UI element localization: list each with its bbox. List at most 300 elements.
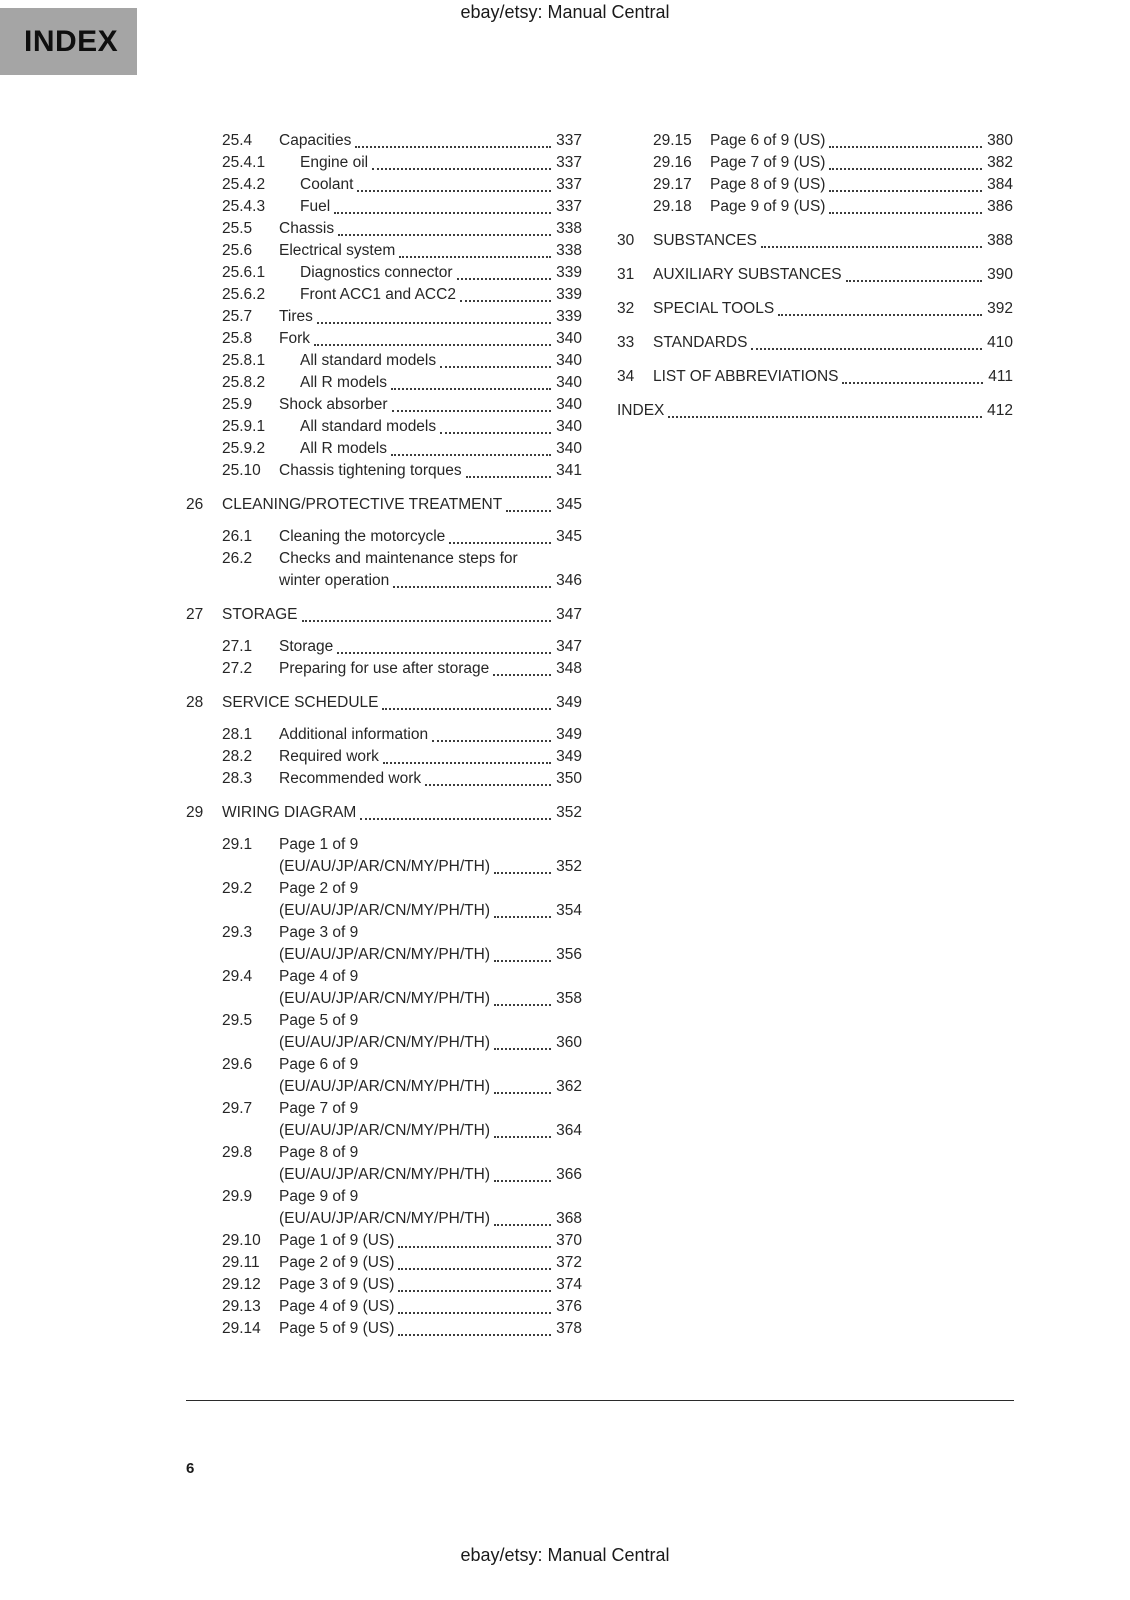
toc-entry-line [279, 306, 582, 328]
toc-column-left [186, 130, 582, 1340]
toc-entry-title: Page 1 of 9 (US) [279, 1232, 395, 1249]
dot-leader [398, 1290, 551, 1292]
toc-entry-number: 25.8.1 [222, 352, 266, 369]
toc-entry-body [279, 372, 582, 394]
toc-entry-line [279, 1164, 582, 1186]
page-number: 6 [186, 1460, 195, 1477]
toc-entry-body [279, 350, 582, 372]
toc-entry-line [279, 218, 582, 240]
toc-entry-line [300, 152, 582, 174]
toc-entry-page: 340 [556, 418, 582, 435]
dot-leader [668, 416, 982, 418]
toc-entry [186, 1296, 582, 1318]
toc-entry-line [279, 1318, 582, 1340]
toc-entry-number: 25.6.1 [222, 264, 266, 281]
toc-entry-title: Required work [279, 748, 379, 765]
toc-entry-title: Fuel [300, 198, 331, 215]
toc-entry-number: 29.11 [222, 1254, 260, 1271]
toc-entry-line [279, 570, 582, 592]
toc-entry [617, 332, 1013, 354]
toc-entry-page: 370 [556, 1232, 582, 1249]
toc-column-right [617, 130, 1013, 432]
toc-entry-line: Page 5 of 9 [279, 1012, 359, 1029]
dot-leader [460, 300, 551, 302]
toc-entry-line [653, 366, 1013, 388]
toc-entry-number: 27.1 [222, 638, 253, 655]
toc-entry-line [279, 988, 582, 1010]
toc-entry [186, 526, 582, 548]
toc-entry-number: 28 [186, 694, 204, 711]
toc-entry-body [279, 834, 582, 878]
toc-entry-body [279, 1274, 582, 1296]
toc-entry-body [279, 878, 582, 922]
toc-entry-number: 29.16 [653, 154, 692, 171]
dot-leader [398, 1312, 551, 1314]
toc-entry-title: Recommended work [279, 770, 422, 787]
toc-entry-title: WIRING DIAGRAM [222, 804, 357, 821]
toc-entry [617, 130, 1013, 152]
toc-entry [186, 284, 582, 306]
toc-entry-line: Page 9 of 9 [279, 1188, 359, 1205]
toc-entry-number: 29.4 [222, 968, 253, 985]
toc-entry-body [710, 130, 1013, 152]
toc-entry-title: Front ACC1 and ACC2 [300, 286, 456, 303]
toc-entry-number: 25.9.2 [222, 440, 266, 457]
dot-leader [761, 246, 982, 248]
toc-entry-body [222, 802, 582, 824]
toc-entry-line [710, 152, 1013, 174]
toc-entry [186, 240, 582, 262]
toc-entry-page: 340 [556, 440, 582, 457]
toc-entry-body [653, 332, 1013, 354]
dot-leader [829, 146, 982, 148]
toc-entry-page: 340 [556, 374, 582, 391]
toc-entry-line: Page 3 of 9 [279, 924, 359, 941]
dot-leader [494, 1180, 551, 1182]
dot-leader [842, 382, 983, 384]
toc-entry-title: Chassis [279, 220, 335, 237]
toc-entry-page: 346 [556, 572, 582, 589]
toc-entry-title: Diagnostics connector [300, 264, 453, 281]
toc-entry-number: 29.13 [222, 1298, 261, 1315]
toc-entry-body [279, 1054, 582, 1098]
toc-entry [186, 724, 582, 746]
toc-entry-line [279, 1208, 582, 1230]
toc-entry-line [279, 658, 582, 680]
toc-entry-number: 29.15 [653, 132, 692, 149]
toc-entry-title: CLEANING/PROTECTIVE TREATMENT [222, 496, 503, 513]
dot-leader [449, 542, 551, 544]
toc-entry-title: (EU/AU/JP/AR/CN/MY/PH/TH) [279, 1078, 490, 1095]
toc-entry-body [279, 922, 582, 966]
toc-entry-number: 27 [186, 606, 204, 623]
toc-entry-number: 25.5 [222, 220, 253, 237]
toc-entry-body [279, 1098, 582, 1142]
toc-entry-number: 25.9.1 [222, 418, 266, 435]
toc-entry-title: (EU/AU/JP/AR/CN/MY/PH/TH) [279, 990, 490, 1007]
toc-entry-page: 349 [556, 748, 582, 765]
toc-entry-number: 34 [617, 368, 635, 385]
toc-entry-page: 339 [556, 286, 582, 303]
toc-entry-page: 358 [556, 990, 582, 1007]
toc-entry-body [653, 230, 1013, 252]
dot-leader [317, 322, 551, 324]
dot-leader [399, 256, 551, 258]
dot-leader [751, 348, 982, 350]
toc-entry-title: SPECIAL TOOLS [653, 300, 775, 317]
toc-entry-line [279, 240, 582, 262]
dot-leader [494, 872, 551, 874]
toc-entry [186, 494, 582, 516]
toc-entry-body [279, 526, 582, 548]
toc-entry-number: 33 [617, 334, 635, 351]
toc-entry-number: 26.1 [222, 528, 253, 545]
dot-leader [360, 818, 551, 820]
toc-entry [617, 196, 1013, 218]
toc-entry-line [279, 900, 582, 922]
toc-entry-line [710, 130, 1013, 152]
toc-entry-number: 25.8.2 [222, 374, 266, 391]
toc-entry-line [279, 768, 582, 790]
toc-entry [186, 372, 582, 394]
toc-entry-body [710, 196, 1013, 218]
toc-entry-page: 341 [556, 462, 582, 479]
toc-entry-line [279, 856, 582, 878]
dot-leader [391, 454, 551, 456]
toc-entry-line [710, 196, 1013, 218]
dot-leader [494, 1004, 551, 1006]
toc-entry-page: 372 [556, 1254, 582, 1271]
toc-entry-body [222, 494, 582, 516]
toc-entry-page: 382 [987, 154, 1013, 171]
dot-leader [457, 278, 552, 280]
toc-entry-line [279, 394, 582, 416]
toc-entry-page: 364 [556, 1122, 582, 1139]
toc-entry-page: 374 [556, 1276, 582, 1293]
toc-entry-title: Tires [279, 308, 313, 325]
dot-leader [393, 586, 551, 588]
toc-entry-line: Page 4 of 9 [279, 968, 359, 985]
toc-entry [617, 264, 1013, 286]
dot-leader [493, 674, 551, 676]
toc-entry-body [279, 636, 582, 658]
toc-entry-title: Capacities [279, 132, 352, 149]
toc-entry-body [279, 174, 582, 196]
toc-entry-line [300, 284, 582, 306]
toc-entry-body [279, 1252, 582, 1274]
toc-entry-page: 352 [556, 804, 582, 821]
toc-entry-number: 31 [617, 266, 635, 283]
toc-entry-number: 26.2 [222, 550, 253, 567]
toc-entry-page: 339 [556, 264, 582, 281]
toc-entry [186, 1186, 582, 1230]
toc-entry [186, 548, 582, 592]
toc-entry-line [279, 1296, 582, 1318]
toc-entry-title: SUBSTANCES [653, 232, 757, 249]
toc-entry-line [279, 328, 582, 350]
toc-entry [617, 366, 1013, 388]
toc-entry-number: 25.4.2 [222, 176, 266, 193]
toc-entry-line [279, 130, 582, 152]
toc-entry-body [279, 1230, 582, 1252]
toc-entry [186, 636, 582, 658]
toc-entry-title: Electrical system [279, 242, 396, 259]
toc-entry-body [279, 724, 582, 746]
toc-entry-title: All R models [300, 440, 387, 457]
toc-entry-line [300, 372, 582, 394]
toc-entry-page: 352 [556, 858, 582, 875]
toc-entry [186, 922, 582, 966]
toc-entry [186, 328, 582, 350]
toc-entry-body [279, 438, 582, 460]
toc-entry-line [279, 526, 582, 548]
toc-entry-line [300, 350, 582, 372]
toc-entry-body [222, 604, 582, 626]
toc-entry [186, 174, 582, 196]
dot-leader [337, 652, 551, 654]
toc-entry-body [279, 1142, 582, 1186]
toc-entry-number: 25.8 [222, 330, 253, 347]
toc-entry-page: 337 [556, 176, 582, 193]
toc-entry-line: Checks and maintenance steps for [279, 550, 518, 567]
index-header-label: INDEX [24, 24, 119, 58]
toc-entry-title: SERVICE SCHEDULE [222, 694, 379, 711]
toc-entry-line: Page 8 of 9 [279, 1144, 359, 1161]
toc-entry-body [279, 1318, 582, 1340]
toc-entry-page: 349 [556, 726, 582, 743]
toc-entry-number: 28.2 [222, 748, 253, 765]
dot-leader [357, 190, 551, 192]
toc-entry-line [222, 494, 582, 516]
toc-entry-number: 29.14 [222, 1320, 261, 1337]
toc-entry-page: 392 [987, 300, 1013, 317]
toc-entry-line [300, 262, 582, 284]
toc-entry-title: AUXILIARY SUBSTANCES [653, 266, 842, 283]
toc-entry-title: (EU/AU/JP/AR/CN/MY/PH/TH) [279, 1122, 490, 1139]
toc-entry [186, 1098, 582, 1142]
toc-entry-title: LIST OF ABBREVIATIONS [653, 368, 839, 385]
toc-entry-page: 347 [556, 638, 582, 655]
toc-entry [186, 1230, 582, 1252]
toc-entry-line: Page 6 of 9 [279, 1056, 359, 1073]
toc-entry-page: 338 [556, 242, 582, 259]
toc-entry-number: 29.12 [222, 1276, 261, 1293]
toc-entry-title: Page 6 of 9 (US) [710, 132, 826, 149]
toc-entry-page: 380 [987, 132, 1013, 149]
dot-leader [338, 234, 551, 236]
toc-entry-title: Additional information [279, 726, 429, 743]
dot-leader [382, 708, 551, 710]
toc-entry-number: 26 [186, 496, 204, 513]
toc-entry-body [279, 218, 582, 240]
toc-entry-body [617, 400, 1013, 422]
toc-entry [186, 1010, 582, 1054]
toc-entry-number: 29.17 [653, 176, 692, 193]
toc-entry-body [279, 1186, 582, 1230]
dot-leader [494, 960, 551, 962]
toc-entry [186, 966, 582, 1010]
toc-entry-page: 386 [987, 198, 1013, 215]
toc-entry-line [653, 332, 1013, 354]
dot-leader [372, 168, 551, 170]
toc-entry-page: 412 [987, 402, 1013, 419]
toc-entry [186, 262, 582, 284]
toc-entry-number: 29.1 [222, 836, 253, 853]
toc-entry-line [279, 636, 582, 658]
toc-entry-page: 339 [556, 308, 582, 325]
toc-entry [186, 196, 582, 218]
toc-entry [186, 1252, 582, 1274]
toc-entry-line [279, 724, 582, 746]
dot-leader [494, 1136, 551, 1138]
toc-entry-body [279, 416, 582, 438]
toc-entry-title: Page 5 of 9 (US) [279, 1320, 395, 1337]
toc-entry-title: Shock absorber [279, 396, 388, 413]
toc-entry [186, 768, 582, 790]
toc-entry-line [279, 1230, 582, 1252]
toc-entry [617, 174, 1013, 196]
dot-leader [392, 410, 552, 412]
dot-leader [334, 212, 551, 214]
toc-entry-body [279, 394, 582, 416]
toc-entry-line [653, 298, 1013, 320]
toc-entry-page: 340 [556, 396, 582, 413]
toc-entry-number: 29.9 [222, 1188, 253, 1205]
toc-entry-line [300, 174, 582, 196]
toc-entry-number: 29.18 [653, 198, 692, 215]
toc-entry-body [279, 328, 582, 350]
toc-entry-page: 378 [556, 1320, 582, 1337]
toc-entry-line [222, 802, 582, 824]
dot-leader [829, 168, 982, 170]
toc-entry-body [653, 264, 1013, 286]
toc-entry [186, 438, 582, 460]
toc-entry-title: STANDARDS [653, 334, 748, 351]
dot-leader [440, 432, 551, 434]
toc-entry-line [300, 196, 582, 218]
toc-entry-title: (EU/AU/JP/AR/CN/MY/PH/TH) [279, 902, 490, 919]
toc-entry-body [222, 692, 582, 714]
toc-entry-number: 29 [186, 804, 204, 821]
toc-entry-line [279, 1252, 582, 1274]
toc-entry [617, 152, 1013, 174]
toc-entry-page: 337 [556, 198, 582, 215]
toc-entry-title: Chassis tightening torques [279, 462, 462, 479]
toc-entry-page: 345 [556, 496, 582, 513]
toc-entry-body [653, 366, 1013, 388]
toc-entry-page: 349 [556, 694, 582, 711]
toc-entry-title: Page 3 of 9 (US) [279, 1276, 395, 1293]
dot-leader [440, 366, 551, 368]
toc-entry-body [279, 130, 582, 152]
toc-entry-number: 25.9 [222, 396, 253, 413]
toc-entry-number: 30 [617, 232, 635, 249]
toc-entry-title: (EU/AU/JP/AR/CN/MY/PH/TH) [279, 1210, 490, 1227]
toc-entry-page: 384 [987, 176, 1013, 193]
toc-entry-line: Page 2 of 9 [279, 880, 359, 897]
toc-entry-body [279, 306, 582, 328]
toc-entry [186, 802, 582, 824]
index-header-tab [0, 8, 137, 75]
dot-leader [398, 1334, 551, 1336]
toc-entry-body [710, 174, 1013, 196]
footer-rule [186, 1400, 1014, 1401]
toc-entry-line: Page 7 of 9 [279, 1100, 359, 1117]
toc-entry-title: STORAGE [222, 606, 298, 623]
toc-entry [186, 1318, 582, 1340]
toc-entry-number: 32 [617, 300, 635, 317]
toc-entry-line [279, 1032, 582, 1054]
toc-entry [186, 1054, 582, 1098]
toc-entry-number: 29.7 [222, 1100, 253, 1117]
toc-entry-line [279, 460, 582, 482]
toc-entry-page: 410 [987, 334, 1013, 351]
toc-entry [186, 130, 582, 152]
dot-leader [398, 1268, 551, 1270]
toc-entry [186, 306, 582, 328]
dot-leader [506, 510, 551, 512]
dot-leader [494, 1224, 551, 1226]
toc-entry [186, 878, 582, 922]
toc-entry-title: All R models [300, 374, 387, 391]
toc-entry-line [279, 1274, 582, 1296]
toc-entry [617, 298, 1013, 320]
toc-entry [186, 834, 582, 878]
toc-entry [186, 604, 582, 626]
toc-entry-title: Page 4 of 9 (US) [279, 1298, 395, 1315]
toc-entry-body [279, 658, 582, 680]
toc-entry-page: 360 [556, 1034, 582, 1051]
toc-entry-title: Cleaning the motorcycle [279, 528, 446, 545]
toc-entry-page: 345 [556, 528, 582, 545]
toc-entry-number: 25.4.1 [222, 154, 266, 171]
toc-entry-line [279, 1076, 582, 1098]
toc-entry-line: Page 1 of 9 [279, 836, 359, 853]
toc-entry-line [222, 692, 582, 714]
toc-entry [186, 1142, 582, 1186]
toc-entry [186, 416, 582, 438]
toc-entry-title: All standard models [300, 352, 437, 369]
toc-entry-title: Storage [279, 638, 334, 655]
toc-entry-page: 388 [987, 232, 1013, 249]
toc-entry-title: Coolant [300, 176, 354, 193]
toc-entry-body [279, 966, 582, 1010]
toc-entry-page: 354 [556, 902, 582, 919]
dot-leader [778, 314, 982, 316]
toc-entry-body [279, 152, 582, 174]
toc-entry-line [653, 264, 1013, 286]
toc-entry-number: 29.3 [222, 924, 253, 941]
toc-entry-title: winter operation [279, 572, 390, 589]
toc-entry [617, 230, 1013, 252]
toc-entry-page: 337 [556, 132, 582, 149]
toc-entry-number: 25.10 [222, 462, 261, 479]
toc-entry-body [279, 240, 582, 262]
toc-entry-page: 356 [556, 946, 582, 963]
toc-entry-page: 350 [556, 770, 582, 787]
toc-entry-body [279, 768, 582, 790]
toc-entry-number: 28.1 [222, 726, 253, 743]
top-banner-text: ebay/etsy: Manual Central [460, 2, 670, 22]
toc-entry [186, 460, 582, 482]
toc-entry-body [279, 746, 582, 768]
toc-entry-line [222, 604, 582, 626]
toc-entry-line [617, 400, 1013, 422]
toc-entry-body [279, 1010, 582, 1054]
toc-entry-body [279, 284, 582, 306]
toc-entry-number: 25.4.3 [222, 198, 266, 215]
toc-entry-number: 29.10 [222, 1232, 261, 1249]
